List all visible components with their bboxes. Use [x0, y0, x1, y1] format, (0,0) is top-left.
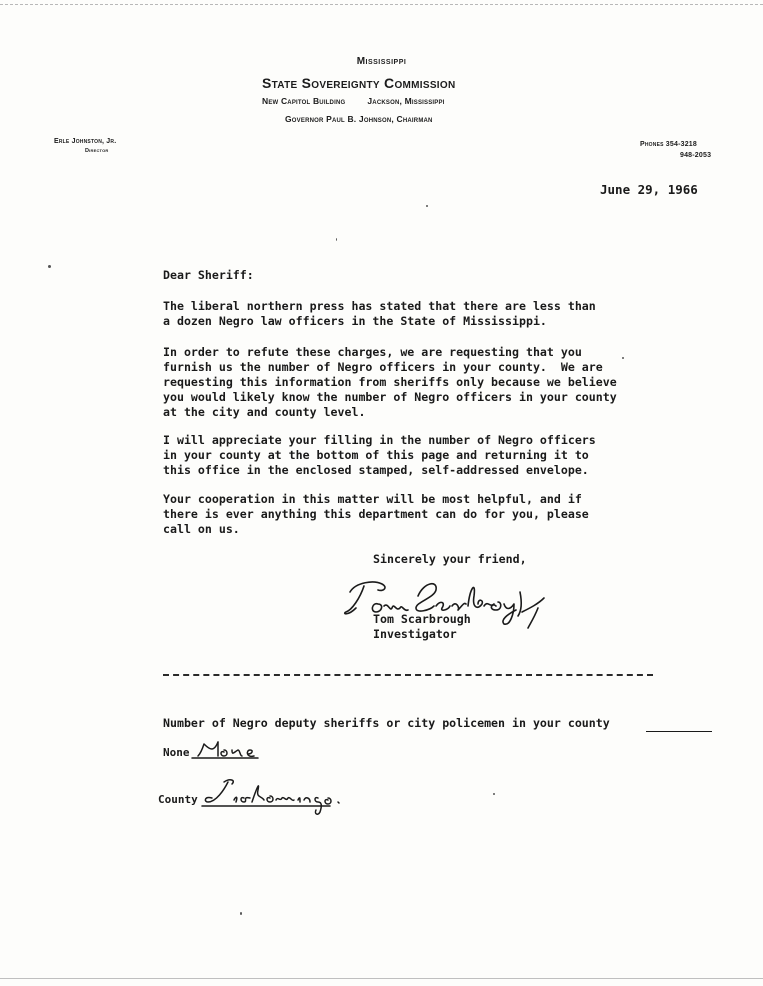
- tear-off-divider: [163, 674, 653, 676]
- scan-edge-bottom: [0, 978, 763, 979]
- letterhead-phones: Phones 354-3218: [640, 141, 697, 148]
- scan-speck: [493, 793, 495, 795]
- letterhead-phone-2: 948-2053: [680, 152, 712, 159]
- scan-speck: [426, 205, 428, 207]
- closing: Sincerely your friend,: [373, 552, 527, 566]
- scan-edge-top: [0, 4, 763, 5]
- letterhead-director-title: Director: [85, 148, 109, 154]
- paragraph-1: The liberal northern press has stated that there are less than a dozen Negro law officers in the State of Mississippi.: [163, 299, 596, 328]
- form-question: Number of Negro deputy sheriffs or city policemen in your county: [163, 716, 610, 730]
- handwritten-county[interactable]: [200, 776, 350, 820]
- letterhead-building: New Capitol Building: [262, 96, 346, 106]
- paragraph-2: In order to refute these charges, we are requesting that you furnish us the number of Negro officers in your county. We are requesting this information from sheriffs only because we believe you would likely know the number of Negro officers in your county at the city and county level.: [163, 345, 617, 419]
- scan-speck: [622, 357, 624, 359]
- salutation: Dear Sheriff:: [163, 268, 254, 282]
- handwritten-none[interactable]: [188, 736, 278, 768]
- paragraph-3: I will appreciate your filling in the number of Negro officers in your county at the bottom of this page and returning it to this office in the enclosed stamped, self-addressed envelope.: [163, 433, 596, 477]
- signer-name: Tom Scarbrough: [373, 612, 471, 626]
- letterhead-director-name: Erle Johnston, Jr.: [54, 138, 117, 145]
- letterhead-city: Jackson, Mississippi: [367, 96, 445, 106]
- scan-speck: [336, 238, 337, 241]
- scan-speck: [48, 265, 51, 268]
- letter-date: June 29, 1966: [600, 182, 698, 197]
- letterhead-address: [262, 96, 445, 106]
- signer-title: Investigator: [373, 627, 457, 641]
- county-label: County: [158, 793, 198, 806]
- letterhead-commission: State Sovereignty Commission: [262, 75, 456, 91]
- letterhead-state: Mississippi: [356, 56, 407, 67]
- letterhead-chairman: Governor Paul B. Johnson, Chairman: [285, 114, 433, 124]
- answer-line[interactable]: [646, 731, 712, 732]
- none-label: None: [163, 746, 190, 759]
- paragraph-4: Your cooperation in this matter will be most helpful, and if there is ever anything this department can do for you, please call on us.: [163, 492, 589, 536]
- scan-speck: [240, 912, 242, 915]
